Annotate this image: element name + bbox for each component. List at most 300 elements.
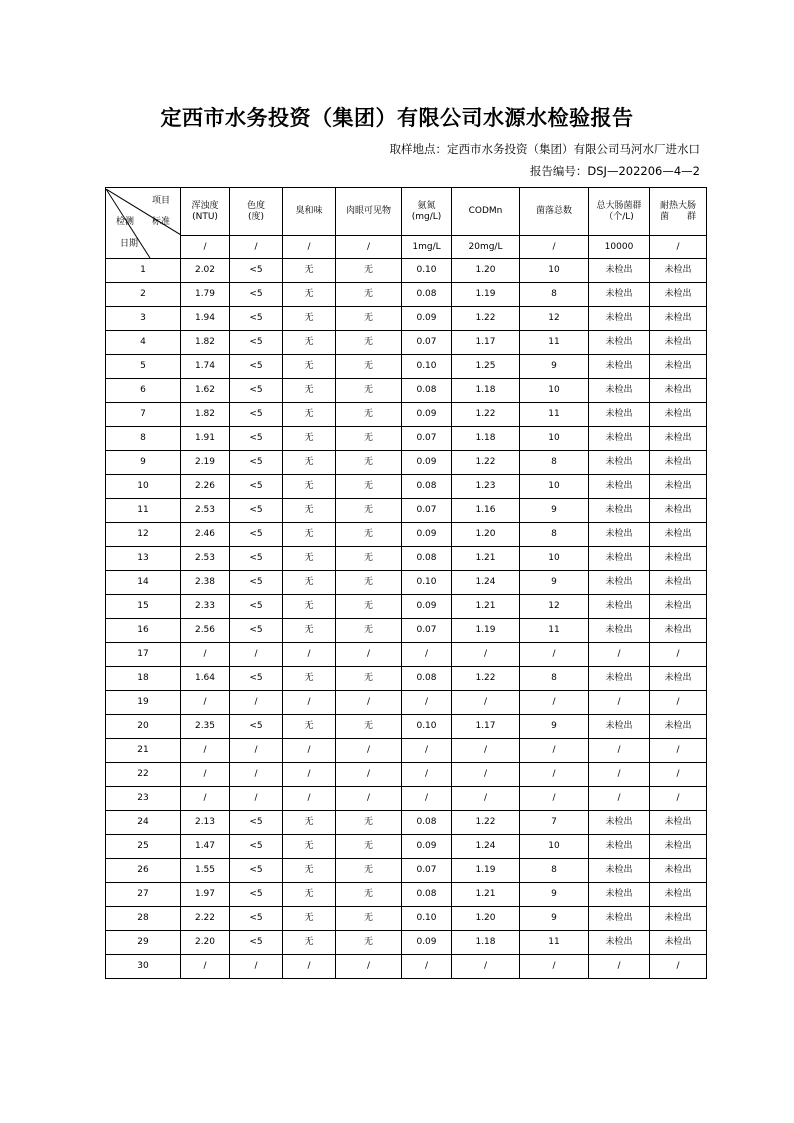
column-header-odor-taste: 臭和味	[283, 188, 336, 236]
table-row	[106, 595, 707, 619]
table-cell: 未检出	[650, 451, 707, 475]
table-cell: 无	[283, 619, 336, 643]
table-cell: 2.56	[181, 619, 230, 643]
table-cell: 无	[336, 523, 402, 547]
table-cell: 未检出	[650, 307, 707, 331]
standard-cell: /	[181, 236, 230, 259]
table-cell: 2.13	[181, 811, 230, 835]
table-cell: 未检出	[589, 451, 650, 475]
table-cell: 2.19	[181, 451, 230, 475]
table-row	[106, 691, 707, 715]
column-header-codmn: CODMn	[452, 188, 520, 236]
table-cell: 无	[336, 259, 402, 283]
table-cell: /	[520, 739, 589, 763]
table-cell: 1.22	[452, 667, 520, 691]
table-cell: 1.21	[452, 883, 520, 907]
table-cell: 未检出	[650, 811, 707, 835]
table-cell: /	[336, 643, 402, 667]
table-cell: 2.02	[181, 259, 230, 283]
table-cell: 无	[283, 331, 336, 355]
table-cell: /	[230, 787, 283, 811]
table-cell: 无	[283, 451, 336, 475]
table-cell: 1.24	[452, 571, 520, 595]
sampling-location: 取样地点：定西市水务投资（集团）有限公司马河水厂进水口	[389, 142, 700, 156]
table-cell: 1.20	[452, 259, 520, 283]
table-cell: 0.10	[402, 355, 452, 379]
table-cell: 0.10	[402, 715, 452, 739]
table-row	[106, 259, 707, 283]
date-cell: 13	[106, 547, 181, 571]
table-cell: 0.09	[402, 523, 452, 547]
table-cell: 未检出	[589, 811, 650, 835]
table-cell: 无	[283, 403, 336, 427]
table-row	[106, 931, 707, 955]
table-row	[106, 427, 707, 451]
date-cell: 18	[106, 667, 181, 691]
table-row	[106, 715, 707, 739]
table-cell: <5	[230, 475, 283, 499]
table-row	[106, 307, 707, 331]
date-cell: 28	[106, 907, 181, 931]
date-cell: 16	[106, 619, 181, 643]
corner-check-label: 检测	[116, 216, 135, 227]
table-cell: 1.79	[181, 283, 230, 307]
table-cell: <5	[230, 715, 283, 739]
table-cell: 无	[336, 379, 402, 403]
table-cell: /	[402, 691, 452, 715]
table-cell: 无	[283, 475, 336, 499]
date-cell: 6	[106, 379, 181, 403]
table-cell: 2.22	[181, 907, 230, 931]
table-cell: 0.07	[402, 859, 452, 883]
table-cell: 无	[336, 355, 402, 379]
table-cell: /	[650, 643, 707, 667]
table-cell: 无	[283, 259, 336, 283]
table-cell: 0.10	[402, 259, 452, 283]
table-cell: 1.64	[181, 667, 230, 691]
table-cell: 1.18	[452, 931, 520, 955]
table-cell: <5	[230, 451, 283, 475]
table-row	[106, 379, 707, 403]
table-row	[106, 739, 707, 763]
table-cell: /	[452, 955, 520, 979]
table-cell: /	[230, 955, 283, 979]
table-cell: 无	[283, 283, 336, 307]
table-cell: 8	[520, 667, 589, 691]
table-cell: 未检出	[650, 907, 707, 931]
table-cell: <5	[230, 403, 283, 427]
table-cell: 1.17	[452, 331, 520, 355]
table-cell: 1.47	[181, 835, 230, 859]
table-cell: 10	[520, 475, 589, 499]
table-cell: 未检出	[589, 907, 650, 931]
table-cell: 0.09	[402, 307, 452, 331]
table-cell: 无	[283, 907, 336, 931]
table-cell: <5	[230, 355, 283, 379]
table-cell: /	[452, 643, 520, 667]
table-cell: 无	[336, 571, 402, 595]
table-cell: 2.53	[181, 547, 230, 571]
table-cell: 2.38	[181, 571, 230, 595]
table-cell: 无	[336, 667, 402, 691]
table-cell: /	[283, 691, 336, 715]
table-cell: <5	[230, 523, 283, 547]
table-cell: /	[402, 787, 452, 811]
table-cell: 2.35	[181, 715, 230, 739]
table-cell: 无	[283, 427, 336, 451]
table-cell: <5	[230, 427, 283, 451]
date-cell: 30	[106, 955, 181, 979]
table-cell: <5	[230, 811, 283, 835]
date-cell: 26	[106, 859, 181, 883]
table-cell: /	[230, 643, 283, 667]
table-cell: 8	[520, 859, 589, 883]
table-cell: 1.23	[452, 475, 520, 499]
table-cell: 未检出	[650, 931, 707, 955]
table-cell: /	[230, 763, 283, 787]
table-cell: /	[520, 691, 589, 715]
table-cell: /	[181, 691, 230, 715]
table-row	[106, 499, 707, 523]
table-cell: 未检出	[650, 427, 707, 451]
table-cell: 9	[520, 355, 589, 379]
table-cell: 无	[336, 283, 402, 307]
table-cell: 无	[283, 715, 336, 739]
table-cell: 未检出	[650, 355, 707, 379]
table-cell: 未检出	[589, 667, 650, 691]
table-cell: 0.10	[402, 907, 452, 931]
table-cell: 未检出	[650, 259, 707, 283]
table-cell: 无	[283, 379, 336, 403]
table-cell: 无	[336, 715, 402, 739]
table-cell: /	[181, 739, 230, 763]
standard-cell: 1mg/L	[402, 236, 452, 259]
table-cell: 未检出	[589, 403, 650, 427]
date-cell: 27	[106, 883, 181, 907]
table-cell: 2.33	[181, 595, 230, 619]
table-cell: 1.20	[452, 523, 520, 547]
table-cell: 10	[520, 259, 589, 283]
table-cell: 0.08	[402, 475, 452, 499]
date-cell: 29	[106, 931, 181, 955]
table-cell: 1.22	[452, 811, 520, 835]
table-cell: 无	[336, 859, 402, 883]
date-cell: 7	[106, 403, 181, 427]
table-cell: 1.91	[181, 427, 230, 451]
table-cell: <5	[230, 499, 283, 523]
table-cell: 1.62	[181, 379, 230, 403]
standard-cell: 20mg/L	[452, 236, 520, 259]
table-cell: 1.20	[452, 907, 520, 931]
table-cell: 1.82	[181, 403, 230, 427]
table-cell: 未检出	[650, 403, 707, 427]
table-cell: 未检出	[589, 547, 650, 571]
table-row	[106, 451, 707, 475]
table-cell: 10	[520, 427, 589, 451]
table-cell: 11	[520, 931, 589, 955]
table-cell: 未检出	[589, 499, 650, 523]
table-cell: 无	[336, 451, 402, 475]
table-cell: 未检出	[589, 571, 650, 595]
table-cell: 8	[520, 451, 589, 475]
table-cell: 未检出	[589, 259, 650, 283]
date-cell: 3	[106, 307, 181, 331]
table-cell: /	[452, 787, 520, 811]
table-cell: <5	[230, 907, 283, 931]
table-cell: 1.19	[452, 859, 520, 883]
table-row	[106, 619, 707, 643]
table-cell: 未检出	[650, 883, 707, 907]
column-header-turbidity: 浑浊度 (NTU)	[181, 188, 230, 236]
table-cell: 0.10	[402, 571, 452, 595]
column-header-thermotolerant-coliforms: 耐热大肠 菌 群	[650, 188, 707, 236]
table-cell: 1.21	[452, 547, 520, 571]
table-cell: 0.07	[402, 331, 452, 355]
table-cell: 0.07	[402, 499, 452, 523]
table-cell: 未检出	[589, 355, 650, 379]
column-header-ammonia: 氨氮 (mg/L)	[402, 188, 452, 236]
table-row	[106, 763, 707, 787]
table-row	[106, 667, 707, 691]
table-cell: <5	[230, 331, 283, 355]
table-cell: /	[283, 955, 336, 979]
table-cell: 0.07	[402, 427, 452, 451]
table-cell: 未检出	[650, 667, 707, 691]
date-cell: 22	[106, 763, 181, 787]
table-cell: 8	[520, 523, 589, 547]
table-cell: /	[402, 643, 452, 667]
table-cell: 9	[520, 571, 589, 595]
table-cell: 无	[336, 547, 402, 571]
table-cell: /	[230, 691, 283, 715]
table-cell: 无	[283, 667, 336, 691]
table-cell: 无	[283, 835, 336, 859]
table-row	[106, 955, 707, 979]
table-cell: 未检出	[589, 427, 650, 451]
table-cell: /	[650, 691, 707, 715]
table-cell: /	[283, 643, 336, 667]
table-cell: 未检出	[650, 379, 707, 403]
table-cell: 1.16	[452, 499, 520, 523]
table-cell: <5	[230, 259, 283, 283]
table-cell: 未检出	[650, 547, 707, 571]
table-cell: 未检出	[589, 715, 650, 739]
table-cell: 无	[283, 931, 336, 955]
date-cell: 8	[106, 427, 181, 451]
table-cell: /	[181, 955, 230, 979]
table-row	[106, 835, 707, 859]
date-cell: 20	[106, 715, 181, 739]
table-cell: <5	[230, 619, 283, 643]
date-cell: 10	[106, 475, 181, 499]
table-cell: 未检出	[589, 475, 650, 499]
table-row	[106, 523, 707, 547]
table-cell: 未检出	[650, 571, 707, 595]
table-cell: 1.24	[452, 835, 520, 859]
table-cell: 无	[283, 523, 336, 547]
table-cell: 无	[336, 427, 402, 451]
date-cell: 2	[106, 283, 181, 307]
table-cell: 无	[336, 835, 402, 859]
date-cell: 9	[106, 451, 181, 475]
table-cell: /	[336, 787, 402, 811]
table-cell: 未检出	[589, 883, 650, 907]
column-header-color: 色度 (度)	[230, 188, 283, 236]
table-cell: <5	[230, 547, 283, 571]
table-cell: 无	[283, 859, 336, 883]
table-row	[106, 547, 707, 571]
table-cell: 2.26	[181, 475, 230, 499]
table-cell: 1.21	[452, 595, 520, 619]
corner-header-cell	[106, 188, 181, 259]
table-cell: <5	[230, 931, 283, 955]
table-cell: <5	[230, 859, 283, 883]
date-cell: 15	[106, 595, 181, 619]
table-cell: 1.17	[452, 715, 520, 739]
table-cell: /	[181, 787, 230, 811]
table-cell: /	[520, 955, 589, 979]
standard-cell: /	[520, 236, 589, 259]
table-cell: 10	[520, 835, 589, 859]
table-cell: 无	[336, 907, 402, 931]
table-cell: 0.09	[402, 451, 452, 475]
date-cell: 12	[106, 523, 181, 547]
table-cell: 0.09	[402, 835, 452, 859]
table-cell: 未检出	[650, 523, 707, 547]
table-row	[106, 883, 707, 907]
date-cell: 1	[106, 259, 181, 283]
table-cell: 1.19	[452, 283, 520, 307]
table-cell: 无	[336, 307, 402, 331]
report-number: 报告编号：DSJ—202206—4—2	[529, 164, 700, 178]
date-cell: 23	[106, 787, 181, 811]
table-row	[106, 403, 707, 427]
table-row	[106, 811, 707, 835]
table-cell: 未检出	[589, 595, 650, 619]
table-cell: 未检出	[650, 331, 707, 355]
table-cell: 无	[283, 499, 336, 523]
table-cell: 未检出	[650, 283, 707, 307]
table-cell: 11	[520, 403, 589, 427]
table-cell: 无	[336, 931, 402, 955]
table-cell: 1.18	[452, 379, 520, 403]
date-cell: 17	[106, 643, 181, 667]
column-header-visible-matter: 肉眼可见物	[336, 188, 402, 236]
table-row	[106, 787, 707, 811]
table-cell: 未检出	[589, 835, 650, 859]
table-cell: <5	[230, 667, 283, 691]
table-cell: /	[452, 739, 520, 763]
table-cell: 未检出	[650, 715, 707, 739]
table-cell: 7	[520, 811, 589, 835]
table-row	[106, 475, 707, 499]
table-cell: 未检出	[589, 379, 650, 403]
table-cell: 无	[283, 595, 336, 619]
table-cell: 11	[520, 619, 589, 643]
table-cell: 0.09	[402, 595, 452, 619]
water-quality-table	[105, 187, 707, 979]
standards-row	[106, 236, 707, 259]
date-cell: 11	[106, 499, 181, 523]
table-cell: 未检出	[589, 307, 650, 331]
table-cell: 10	[520, 547, 589, 571]
table-cell: 未检出	[650, 619, 707, 643]
table-cell: 0.08	[402, 667, 452, 691]
table-cell: 0.09	[402, 403, 452, 427]
table-row	[106, 859, 707, 883]
table-cell: 9	[520, 907, 589, 931]
table-cell: 未检出	[589, 619, 650, 643]
table-cell: 无	[336, 475, 402, 499]
table-cell: /	[650, 787, 707, 811]
table-cell: <5	[230, 283, 283, 307]
table-row	[106, 331, 707, 355]
table-cell: 9	[520, 715, 589, 739]
table-cell: 10	[520, 379, 589, 403]
table-cell: 无	[336, 499, 402, 523]
table-cell: 无	[283, 811, 336, 835]
table-cell: 未检出	[589, 331, 650, 355]
table-cell: /	[181, 763, 230, 787]
table-row	[106, 907, 707, 931]
table-cell: /	[283, 787, 336, 811]
table-cell: <5	[230, 595, 283, 619]
table-cell: /	[336, 691, 402, 715]
table-cell: 无	[336, 403, 402, 427]
table-cell: 未检出	[650, 835, 707, 859]
table-cell: 未检出	[650, 595, 707, 619]
standard-cell: 10000	[589, 236, 650, 259]
table-cell: 无	[336, 811, 402, 835]
table-cell: 1.94	[181, 307, 230, 331]
table-cell: 0.08	[402, 811, 452, 835]
table-cell: 9	[520, 499, 589, 523]
table-cell: 1.22	[452, 451, 520, 475]
table-cell: 未检出	[589, 859, 650, 883]
corner-item-label: 项目	[151, 195, 170, 206]
table-cell: 1.55	[181, 859, 230, 883]
table-cell: /	[283, 739, 336, 763]
table-cell: 1.22	[452, 307, 520, 331]
table-row	[106, 355, 707, 379]
table-cell: /	[336, 763, 402, 787]
table-cell: 1.97	[181, 883, 230, 907]
table-cell: 无	[283, 547, 336, 571]
table-cell: /	[230, 739, 283, 763]
table-cell: 1.18	[452, 427, 520, 451]
table-cell: /	[402, 739, 452, 763]
table-cell: 12	[520, 307, 589, 331]
table-cell: 未检出	[650, 475, 707, 499]
table-cell: 2.20	[181, 931, 230, 955]
table-cell: <5	[230, 379, 283, 403]
table-cell: 无	[283, 355, 336, 379]
table-cell: 2.46	[181, 523, 230, 547]
table-cell: 0.08	[402, 283, 452, 307]
date-cell: 4	[106, 331, 181, 355]
table-cell: /	[520, 643, 589, 667]
table-cell: 无	[283, 307, 336, 331]
table-cell: 0.08	[402, 883, 452, 907]
table-cell: /	[452, 691, 520, 715]
table-cell: 2.53	[181, 499, 230, 523]
table-cell: /	[589, 739, 650, 763]
table-cell: /	[181, 643, 230, 667]
table-cell: 8	[520, 283, 589, 307]
table-cell: /	[650, 955, 707, 979]
corner-date-label: 日期	[120, 238, 139, 249]
column-header-total-coliforms: 总大肠菌群 （个/L)	[589, 188, 650, 236]
